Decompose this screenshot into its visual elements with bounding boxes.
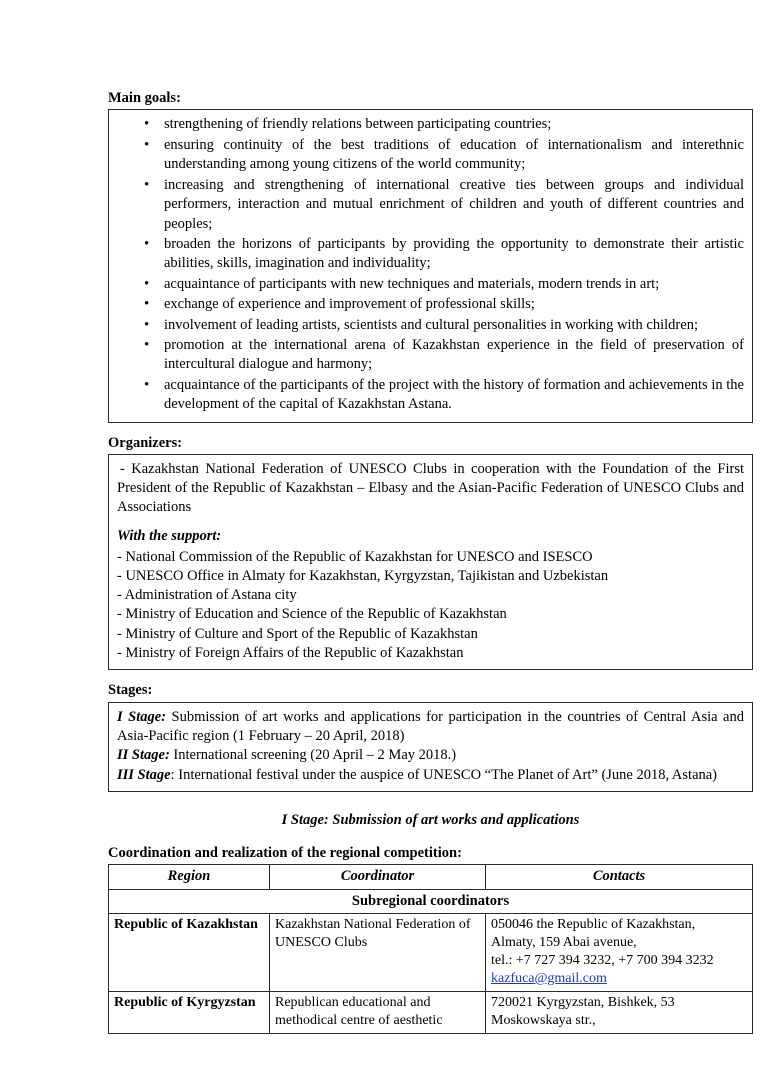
cell-coordinator: Kazakhstan National Federation of UNESCO Clubs (270, 914, 486, 992)
subregional-coordinators-label: Subregional coordinators (109, 889, 753, 914)
support-line: - Administration of Astana city (117, 587, 297, 604)
cell-contacts (486, 991, 753, 1033)
spacer (108, 792, 753, 812)
contact-line: tel.: +7 727 394 3232, +7 700 394 3232 (491, 953, 714, 969)
spacer (108, 829, 753, 845)
stage-text: : International festival under the auspice of UNESCO “The Planet of Art” (June 2018, Astana) (170, 766, 718, 783)
stage-line (117, 708, 744, 747)
stage-line (117, 746, 744, 765)
main-goals-box (108, 109, 753, 422)
cell-contacts (486, 914, 753, 992)
support-line: - National Commission of the Republic of Kazakhstan for UNESCO and ISESCO (117, 548, 593, 565)
main-goals-list (117, 115, 744, 414)
stage-one-title: I Stage: Submission of art works and applications (281, 811, 580, 828)
list-item: • strengthening of friendly relations between participating countries; (117, 115, 744, 134)
support-line: - UNESCO Office in Almaty for Kazakhstan, Kyrgyzstan, Tajikistan and Uzbekistan (117, 567, 609, 584)
stage-text: International screening (20 April – 2 May 2018.) (169, 747, 457, 764)
cell-region: Republic of Kazakhstan (109, 914, 270, 992)
contact-line: Almaty, 159 Abai avenue, (491, 935, 637, 951)
list-item: • promotion at the international arena of Kazakhstan experience in the field of preservation of intercultural dialogue and harmony; (117, 336, 744, 375)
column-header-contacts: Contacts (486, 865, 753, 890)
spacer (108, 670, 753, 682)
contact-line: 720021 Kyrgyzstan, Bishkek, 53 (491, 994, 675, 1010)
coordination-heading: Coordination and realization of the regional competition: (108, 844, 462, 861)
contact-line: 050046 the Republic of Kazakhstan, (491, 917, 696, 933)
list-item: • increasing and strengthening of international creative ties between groups and individual performers, interaction and mutual enrichment of children and youth of different countries and peoples; (117, 176, 744, 234)
cell-region: Republic of Kyrgyzstan (109, 991, 270, 1033)
list-item: • acquaintance of the participants of the project with the history of formation and achievements in the development of the capital of Kazakhstan Astana. (117, 376, 744, 415)
spacer (108, 423, 753, 435)
column-header-coordinator: Coordinator (270, 865, 486, 890)
support-line: - Ministry of Foreign Affairs of the Republic of Kazakhstan (117, 645, 464, 662)
list-item: • broaden the horizons of participants by providing the opportunity to demonstrate their artistic abilities, skills, imagination and individuality; (117, 235, 744, 274)
organizers-lead-text: - Kazakhstan National Federation of UNESCO Clubs in cooperation with the Foundation of the First President of the Republic of Kazakhstan – Elbasy and the Asian-Pacific Federation of UNESCO Clubs and Associations (117, 461, 744, 516)
list-item: • involvement of leading artists, scientists and cultural personalities in working with children; (117, 316, 744, 335)
coordination-table (108, 864, 753, 1034)
organizers-heading: Organizers: (108, 434, 183, 451)
main-goals-heading: Main goals: (108, 90, 181, 106)
stage-text: Submission of art works and applications for participation in the countries of Central Asia and Asia-Pacific region (1 February – 20 April, 2018) (117, 708, 744, 744)
document-content (108, 90, 753, 1034)
table-row (109, 889, 753, 914)
contact-email-link[interactable]: kazfuca@gmail.com (491, 971, 607, 987)
table-row (109, 991, 753, 1033)
list-item: • ensuring continuity of the best traditions of education of internationalism and interethnic understanding among young citizens of the world community; (117, 136, 744, 175)
stages-heading: Stages: (108, 682, 153, 699)
stage-label: II Stage: (117, 747, 170, 764)
list-item: • exchange of experience and improvement of professional skills; (117, 295, 744, 314)
list-item: • acquaintance of participants with new techniques and materials, modern trends in art; (117, 275, 744, 294)
stage-label: III Stage (117, 766, 171, 783)
column-header-region: Region (109, 865, 270, 890)
support-line: - Ministry of Education and Science of the Republic of Kazakhstan (117, 606, 507, 623)
stage-label: I Stage: (117, 708, 167, 725)
contact-line: Moskowskaya str., (491, 1012, 596, 1028)
with-the-support-title: With the support: (117, 528, 222, 545)
table-row (109, 914, 753, 992)
organizers-box (108, 454, 753, 670)
stages-box (108, 702, 753, 792)
stage-line (117, 766, 744, 785)
cell-coordinator: Republican educational and methodical centre of aesthetic (270, 991, 486, 1033)
table-header-row (109, 865, 753, 890)
support-line: - Ministry of Culture and Sport of the Republic of Kazakhstan (117, 625, 478, 642)
